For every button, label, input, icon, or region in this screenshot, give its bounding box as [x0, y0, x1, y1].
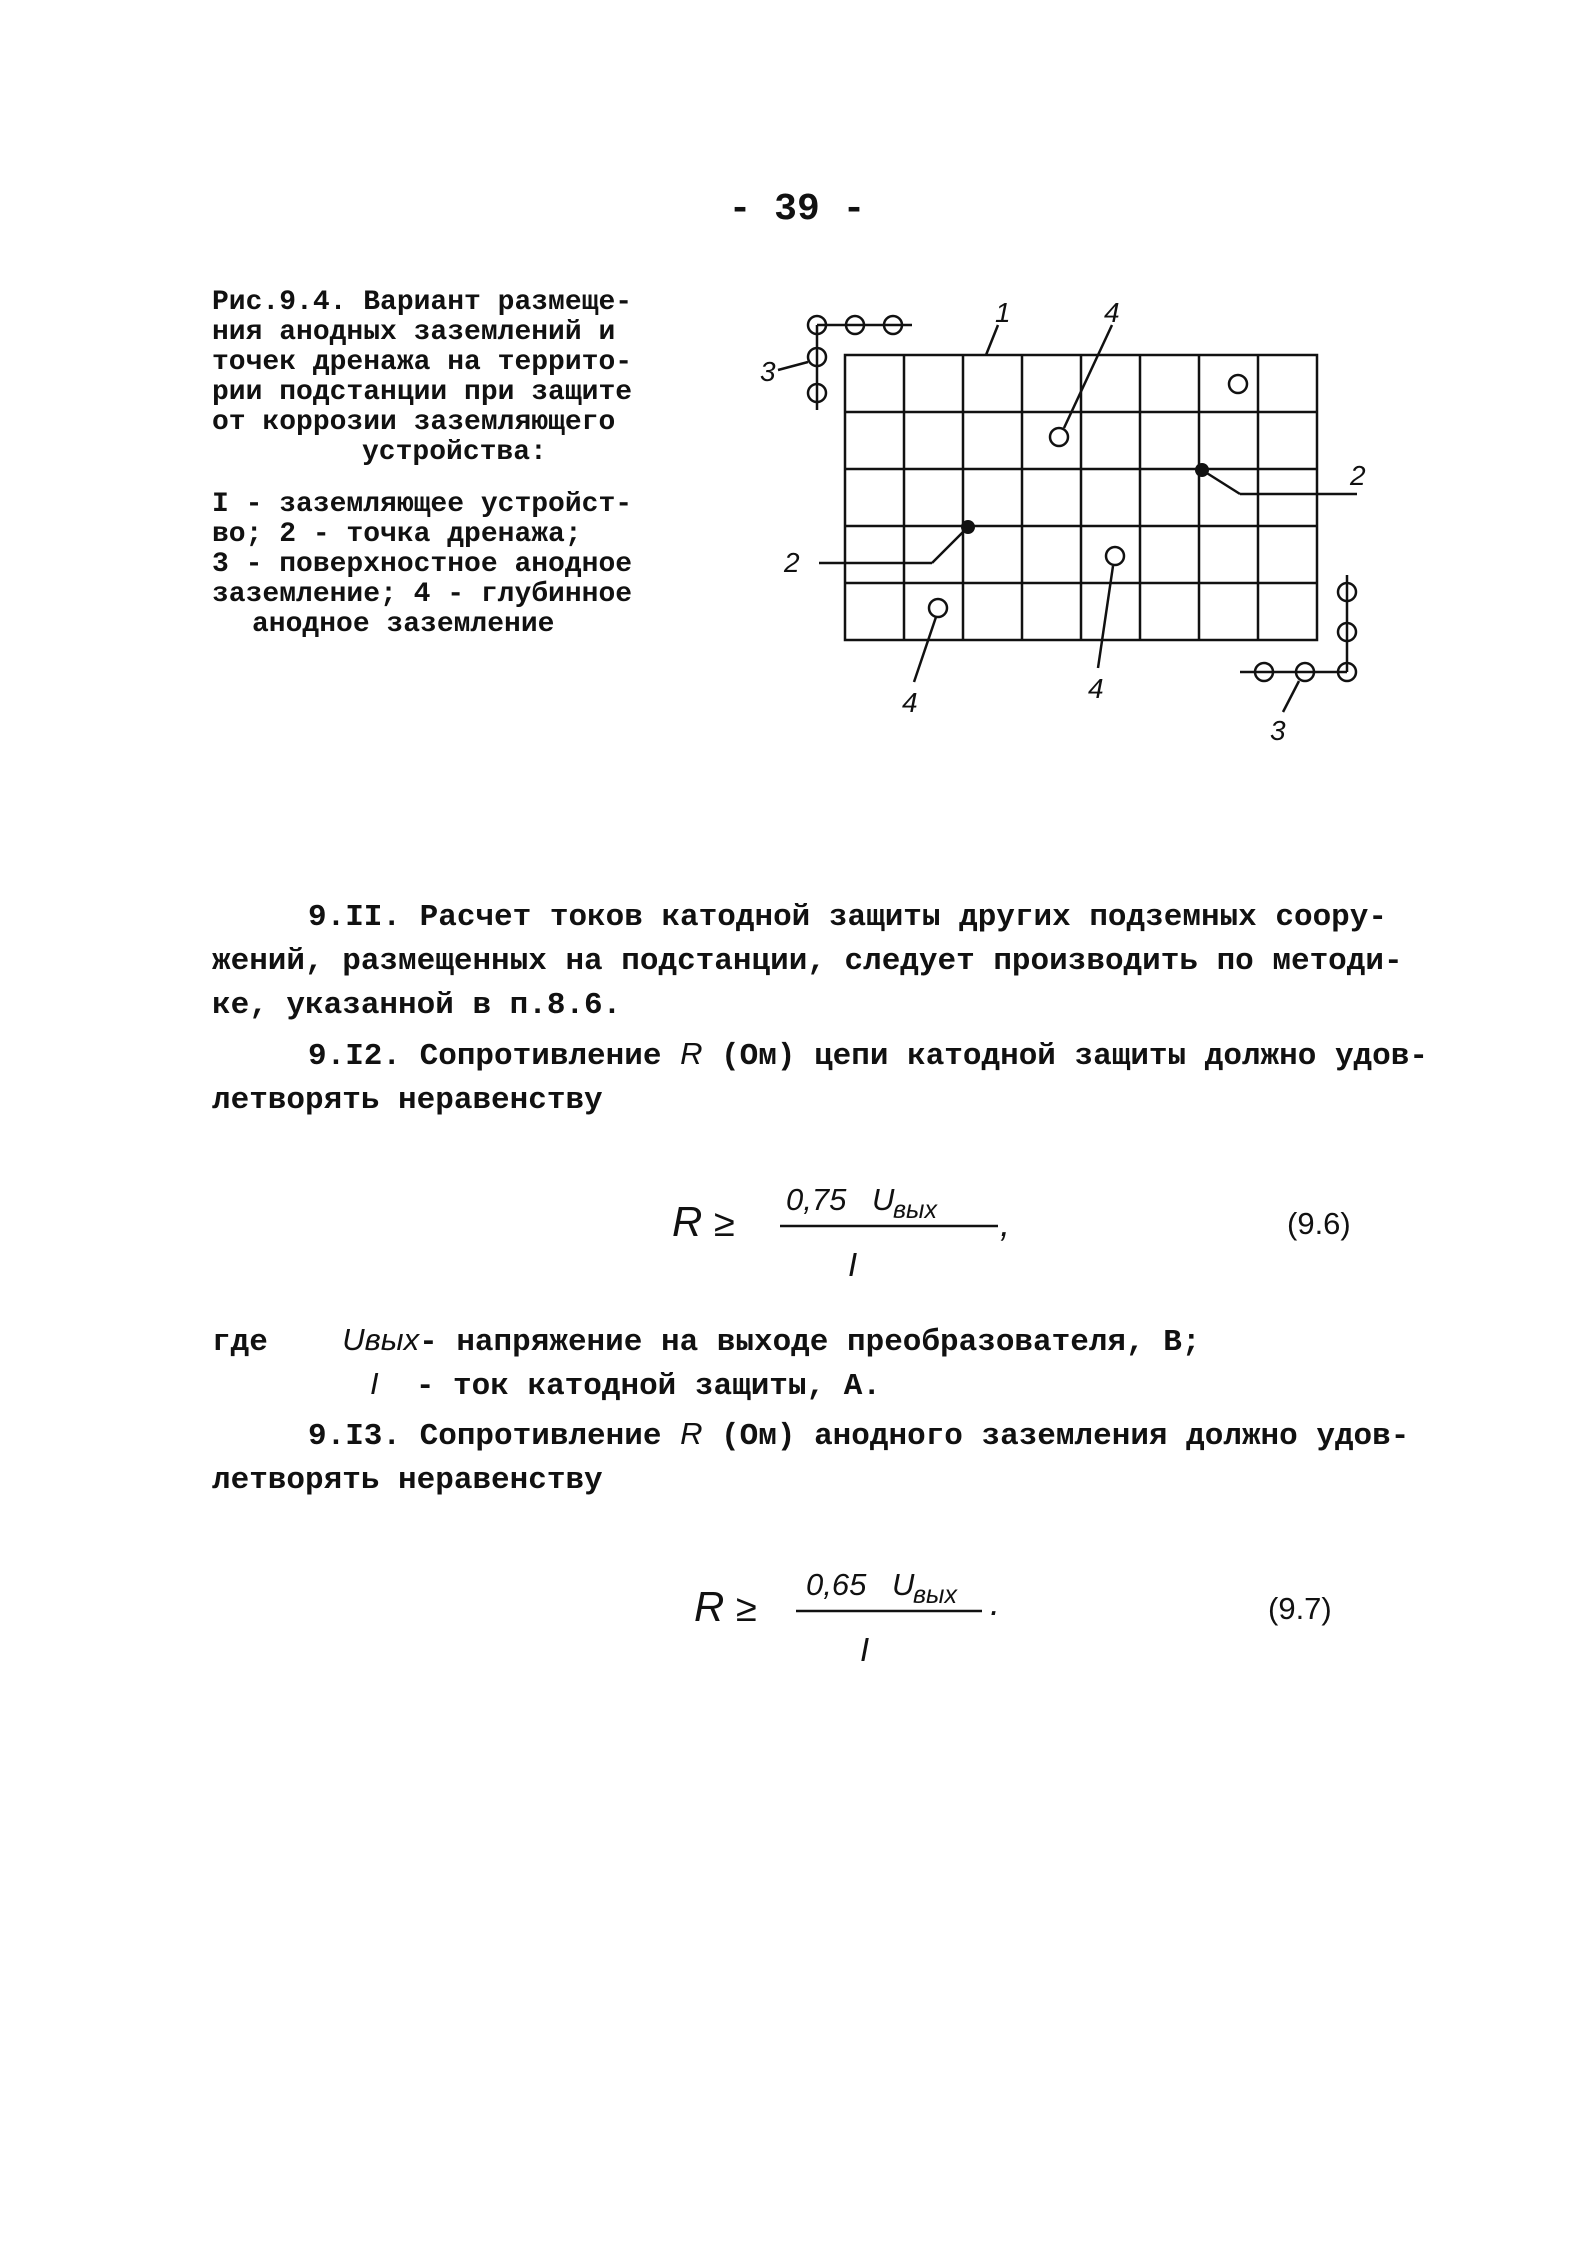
deep-anode: [929, 599, 947, 617]
legend-line: I - заземляющее устройст-: [212, 489, 633, 520]
caption-line: точек дренажа на террито-: [212, 347, 633, 378]
text-fragment: (Ом) анодного заземления должно удов-: [702, 1419, 1410, 1454]
text-line: летворять неравенству: [212, 1083, 603, 1118]
label-4: 4: [902, 687, 918, 718]
formula-number: (9.6): [1287, 1206, 1351, 1241]
formula-numerator-coef: 0,75: [786, 1182, 847, 1217]
symbol-r: R: [680, 1416, 703, 1451]
formula-denominator: I: [860, 1631, 870, 1668]
text-fragment: 9.I2. Сопротивление: [308, 1039, 681, 1074]
formula-relation: ≥: [736, 1588, 757, 1630]
deep-anode: [1106, 547, 1124, 565]
formula-9-6: [0, 1170, 1594, 1290]
legend-line: заземление; 4 - глубинное: [212, 579, 633, 610]
label-3: 3: [760, 356, 776, 387]
legend-line: 3 - поверхностное анодное: [212, 549, 633, 580]
caption-line: ния анодных заземлений и: [212, 317, 616, 348]
label-4: 4: [1088, 673, 1104, 704]
symbol-r: R: [680, 1036, 703, 1071]
symbol-i: I: [370, 1366, 379, 1401]
formula-numerator-sub: вых: [913, 1581, 957, 1609]
legend-line: анодное заземление: [252, 609, 555, 640]
text-line: летворять неравенству: [212, 1463, 603, 1498]
text-fragment: (Ом) цепи катодной защиты должно удов-: [702, 1039, 1428, 1074]
legend-line: во; 2 - точка дренажа;: [212, 519, 582, 550]
formula-9-7: [0, 1555, 1594, 1675]
formula-relation: ≥: [714, 1203, 735, 1245]
where-line-1: [212, 1318, 1200, 1365]
label-4: 4: [1104, 297, 1120, 328]
paragraph-9-11: [212, 896, 1442, 1028]
caption-line: от коррозии заземляющего: [212, 407, 616, 438]
formula-lhs: R: [694, 1583, 725, 1630]
paragraph-9-13: [212, 1412, 1442, 1503]
formula-denominator: I: [848, 1246, 858, 1283]
formula-lhs: R: [672, 1198, 703, 1245]
formula-trailing: .: [990, 1582, 1001, 1623]
caption-line: Рис.9.4. Вариант размеще-: [212, 287, 633, 318]
formula-numerator-sub: вых: [893, 1196, 937, 1224]
where-line-2: [370, 1362, 881, 1409]
label-2: 2: [784, 547, 800, 578]
text-line: 9.II. Расчет токов катодной защиты других подземных соору-: [308, 900, 1387, 935]
formula-trailing: ,: [1000, 1203, 1011, 1244]
page-number: - 39 -: [728, 188, 866, 231]
text-line: жений, размещенных на подстанции, следует производить по методи-: [212, 944, 1403, 979]
definition: - ток катодной защиты, А.: [415, 1369, 881, 1404]
where-word: где: [212, 1325, 268, 1360]
definition: - напряжение на выходе преобразователя, В;: [419, 1325, 1201, 1360]
text-line: ке, указанной в п.8.6.: [212, 988, 622, 1023]
formula-numerator-coef: 0,65: [806, 1567, 867, 1602]
caption-line: рии подстанции при защите: [212, 377, 633, 408]
formula-numerator-sym: U: [892, 1567, 915, 1602]
label-3: 3: [1270, 715, 1286, 746]
drain-point: [1195, 463, 1209, 477]
deep-anode: [1229, 375, 1247, 393]
paragraph-9-12: [212, 1032, 1442, 1123]
label-2: 2: [1350, 460, 1366, 491]
grounding-diagram: [0, 0, 1594, 760]
drain-point: [961, 520, 975, 534]
formula-number: (9.7): [1268, 1591, 1332, 1626]
formula-numerator-sym: U: [872, 1182, 895, 1217]
text-fragment: 9.I3. Сопротивление: [308, 1419, 681, 1454]
deep-anode: [1050, 428, 1068, 446]
label-1: 1: [995, 297, 1011, 328]
caption-line: устройства:: [362, 437, 547, 468]
symbol-u: Uвых: [342, 1322, 420, 1357]
